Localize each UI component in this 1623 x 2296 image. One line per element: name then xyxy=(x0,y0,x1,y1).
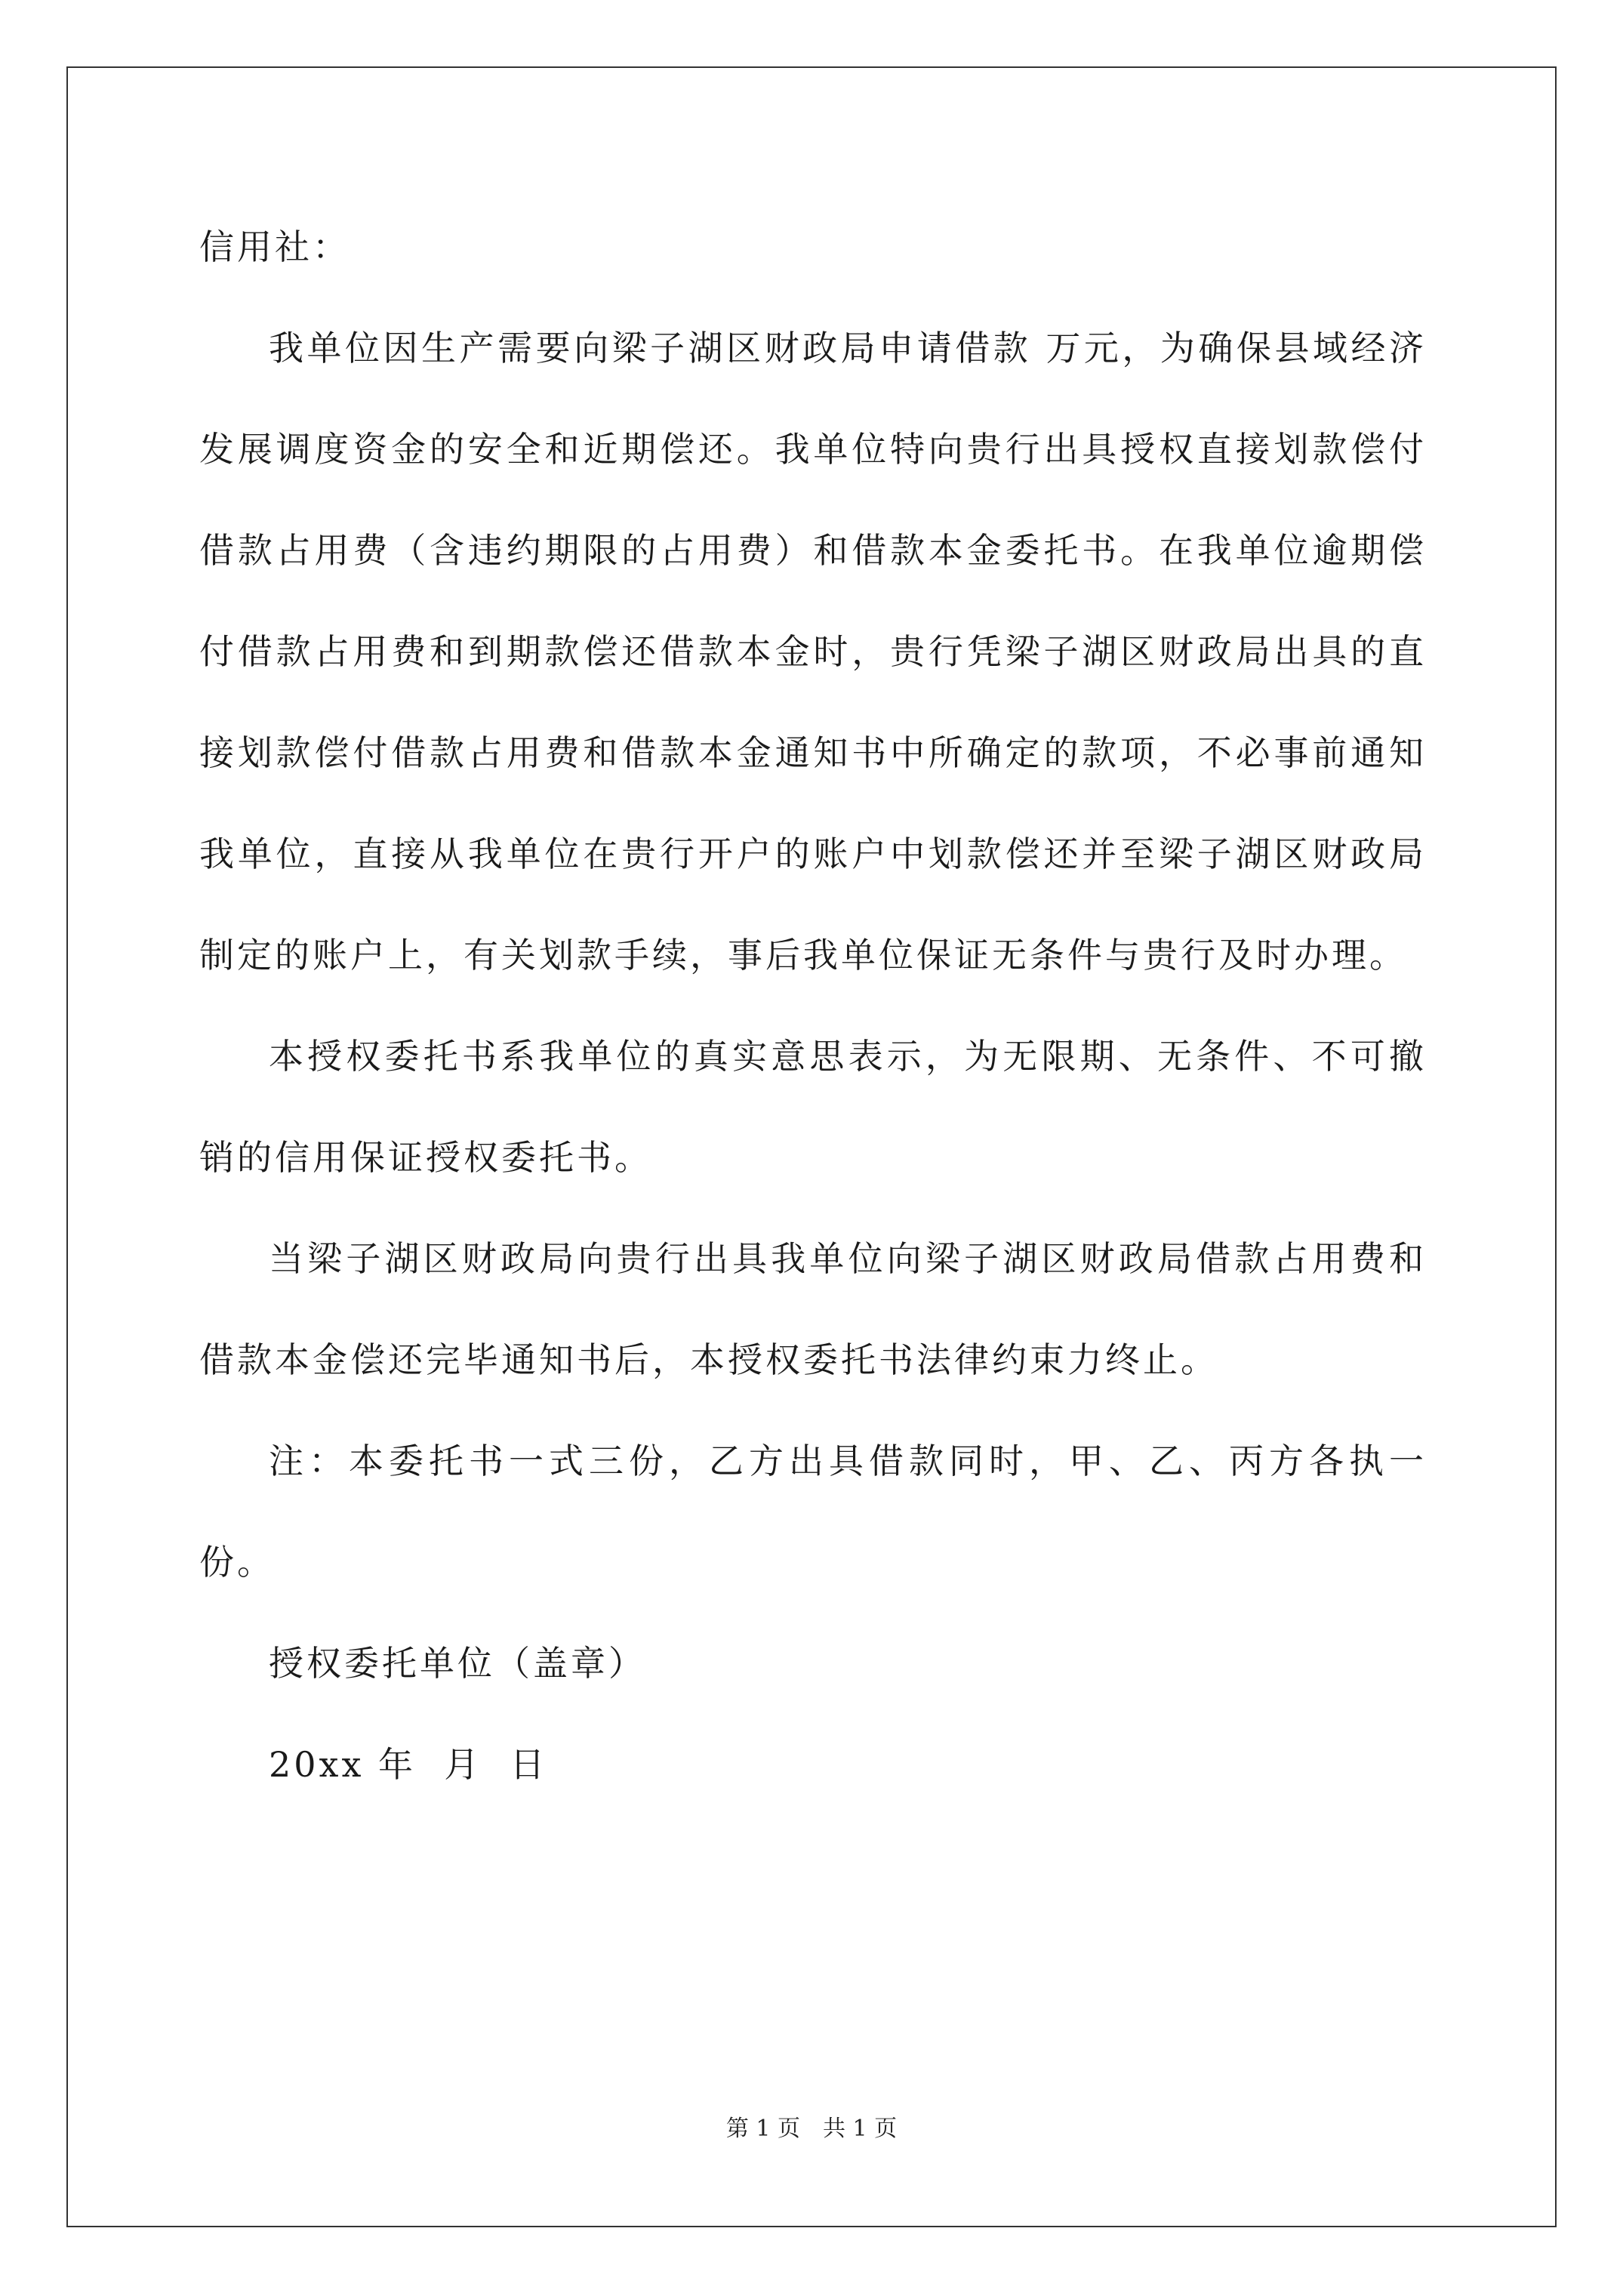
document-body xyxy=(199,196,1427,1815)
paragraph-declaration: 本授权委托书系我单位的真实意思表示，为无限期、无条件、不可撤销的信用保证授权委托书。 xyxy=(199,1036,1427,1178)
paragraph-authorization: 我单位因生产需要向梁子湖区财政局申请借款 万元，为确保县域经济发展调度资金的安全和近期偿还。我单位特向贵行出具授权直接划款偿付借款占用费（含违约期限的占用费）和借款本金委托书。在我单位逾期偿付借款占用费和到期款偿还借款本金时，贵行凭梁子湖区财政局出具的直接划款偿付借款占用费和借款本金通知书中所确定的款项，不必事前通知我单位，直接从我单位在贵行开户的账户中划款偿还并至梁子湖区财政局制定的账户上，有关划款手续，事后我单位保证无条件与贵行及时办理。 xyxy=(199,328,1427,975)
page-number: 第 1 页 xyxy=(725,2116,800,2142)
paragraph-termination: 当梁子湖区财政局向贵行出具我单位向梁子湖区财政局借款占用费和借款本金偿还完毕通知书后，本授权委托书法律约束力终止。 xyxy=(199,1238,1427,1380)
page-total: 共 1 页 xyxy=(823,2116,898,2142)
date-line: 20xx 年 月 日 xyxy=(269,1744,548,1785)
page-footer xyxy=(0,2114,1623,2144)
signature-unit: 授权委托单位（盖章） xyxy=(269,1643,646,1684)
salutation: 信用社： xyxy=(199,227,350,267)
paragraph-note: 注：本委托书一式三份，乙方出具借款同时，甲、乙、丙方各执一份。 xyxy=(199,1441,1427,1583)
